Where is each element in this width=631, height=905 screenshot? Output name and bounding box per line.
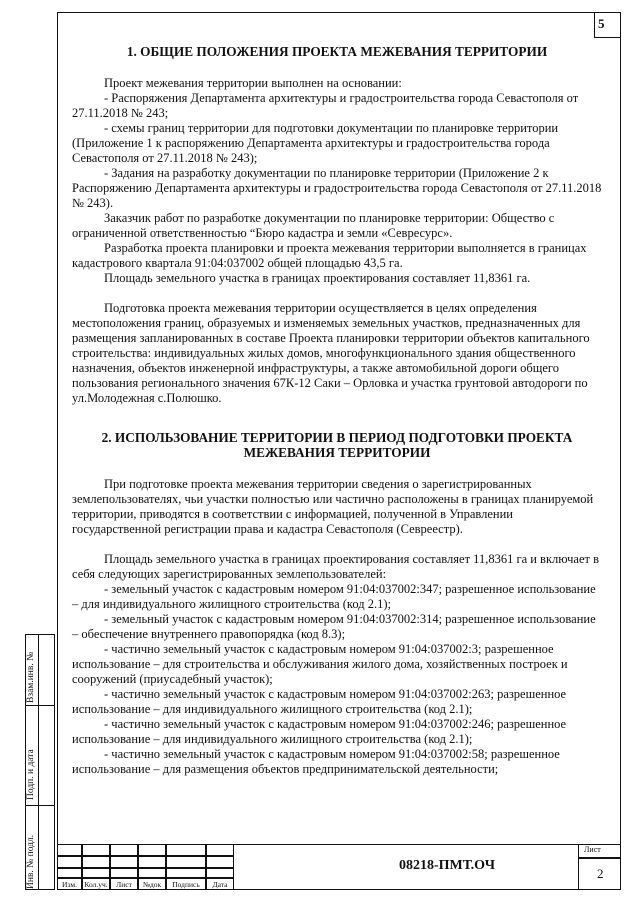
list-item: - частично земельный участок с кадастровым номером 91:04:037002:263; разрешенное использование – для индивидуального жилищного строительства (код 2.1); bbox=[72, 687, 567, 716]
section1-paragraph: Проект межевания территории выполнен на основании: bbox=[104, 76, 402, 90]
section1-paragraph: Заказчик работ по разработке документации по планировке территории: Общество с ограниченной ответственностью “Бюро кадастра и земли «Севресурс». bbox=[72, 211, 555, 240]
list-item: - частично земельный участок с кадастровым номером 91:04:037002:246; разрешенное использование – для индивидуального жилищного строительства (код 2.1); bbox=[72, 717, 567, 746]
section2-paragraph: Площадь земельного участка в границах проектирования составляет 11,8361 га и включает в себя следующих зарегистрированных землепользователей: bbox=[72, 552, 600, 581]
stamp-col-label: Подпись bbox=[166, 878, 206, 890]
section1-paragraph: - схемы границ территории для подготовки документации по планировке территории (Приложение 1 к распоряжению Департамента архитектуры и градостроительства города Севастополя от 27.11.2018 № 243); bbox=[72, 121, 559, 165]
title-block-stamp bbox=[57, 844, 621, 890]
sheet-label: Лист bbox=[584, 845, 601, 854]
binding-label: Взам.инв. № bbox=[26, 651, 36, 703]
document-code: 08218-ПМТ.ОЧ bbox=[398, 858, 496, 873]
page-number-box: 5 bbox=[594, 12, 621, 38]
section2-heading: 2. ИСПОЛЬЗОВАНИЕ ТЕРРИТОРИИ В ПЕРИОД ПОДГОТОВКИ ПРОЕКТА МЕЖЕВАНИЯ ТЕРРИТОРИИ bbox=[101, 430, 573, 460]
list-item: - частично земельный участок с кадастровым номером 91:04:037002:3; разрешенное использование – для строительства и обслуживания жилого дома, хозяйственных построек и сооружений (приусадебный участок); bbox=[72, 642, 568, 686]
section1-paragraph: Площадь земельного участка в границах проектирования составляет 11,8361 га. bbox=[104, 271, 531, 285]
stamp-col-label: №док bbox=[138, 878, 166, 890]
stamp-col-label: Дата bbox=[206, 878, 234, 890]
section1-paragraph: Разработка проекта планировки и проекта межевания территории выполняется в границах кадастрового квартала 91:04:037002 общей площадью 43,5 га. bbox=[72, 241, 587, 270]
stamp-col-label: Лист bbox=[110, 878, 138, 890]
binding-label: Инв. № подл. bbox=[26, 834, 36, 889]
document-body bbox=[72, 44, 602, 777]
stamp-col-label: Кол.уч. bbox=[82, 878, 110, 890]
list-item: - земельный участок с кадастровым номером 91:04:037002:347; разрешенное использование – для индивидуального жилищного строительства (код 2.1); bbox=[72, 582, 596, 611]
section1-paragraph: - Распоряжения Департамента архитектуры и градостроительства города Севастополя от 27.11.2018 № 243; bbox=[72, 91, 579, 120]
binding-label: Подп. и дата bbox=[26, 749, 36, 800]
section2-paragraph: При подготовке проекта межевания территории сведения о зарегистрированных землепользователях, чьи участки полностью или частично расположены в границах планируемой территории, приводятся в соответствии с информацией, полученной в Управлении государственной регистрации права и кадастра Севастополя (Севреестр). bbox=[72, 477, 594, 536]
section1-paragraph: - Задания на разработку документации по планировке территории (Приложение 2 к Распоряжению Департамента архитектуры и градостроительства города Севастополя от 27.11.2018 № 243). bbox=[72, 166, 602, 210]
section1-purpose-paragraph: Подготовка проекта межевания территории осуществляется в целях определения местоположения границ, образуемых и изменяемых земельных участков, предназначенных для размещения запланированных в составе Проекта планировки территории объектов капитального строительства: индивидуальных жилых домов, многофункционального здания общественного назначения, объектов инженерной инфраструктуры, а также автомобильной дороги общего пользования регионального значения 67К-12 Саки – Орловка и участка грунтовой автодороги по ул.Молодежная с.Полюшко. bbox=[72, 301, 590, 405]
section1-heading: 1. ОБЩИЕ ПОЛОЖЕНИЯ ПРОЕКТА МЕЖЕВАНИЯ ТЕРРИТОРИИ bbox=[126, 44, 548, 59]
list-item: - земельный участок с кадастровым номером 91:04:037002:314; разрешенное использование – обеспечение внутреннего правопорядка (код 8.3); bbox=[72, 612, 596, 641]
sheet-number: 2 bbox=[597, 866, 604, 881]
stamp-col-label: Изм. bbox=[57, 878, 82, 890]
list-item: - частично земельный участок с кадастровым номером 91:04:037002:58; разрешенное использование – для размещения объектов предпринимательской деятельности; bbox=[72, 747, 560, 776]
binding-strip bbox=[25, 634, 55, 890]
